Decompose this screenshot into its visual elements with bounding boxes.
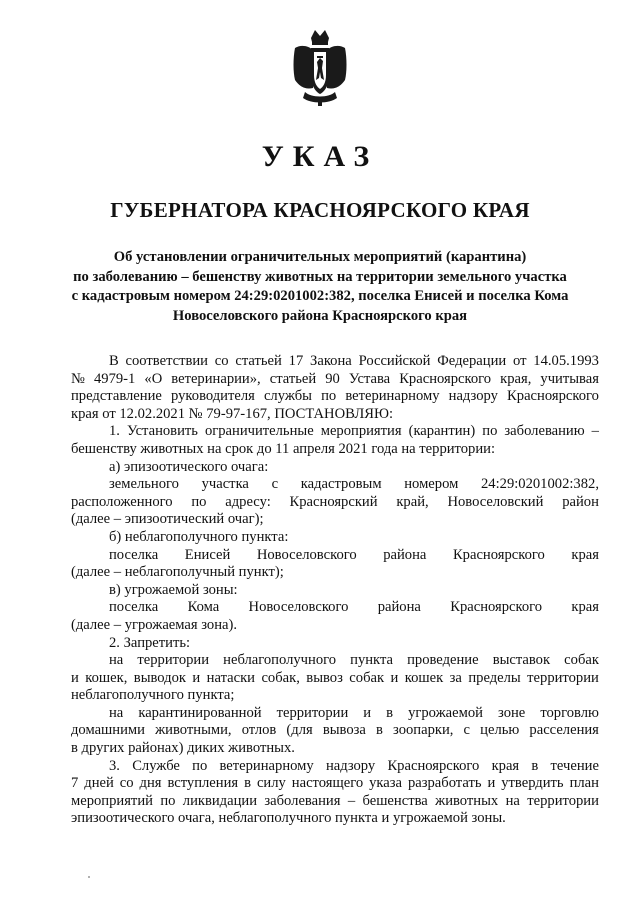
document-body (71, 353, 599, 828)
body-line: представление руководителя службы по ветеринарному надзору Красноярского (71, 388, 599, 405)
heading-line: Об установлении ограничительных мероприятий (карантина) (113, 249, 527, 265)
body-line: домашними животными, отлов (для вывоза в зоопарки, с целью расселения (71, 722, 599, 739)
body-line: поселка Кома Новоселовского района Красноярского края (109, 599, 599, 616)
body-line: № 4979-1 «О ветеринарии», статьей 90 Устава Красноярского края, учитывая (71, 370, 599, 387)
scan-speck (88, 876, 90, 878)
body-line: земельного участка с кадастровым номером 24:29:0201002:382, (109, 476, 599, 493)
body-line: (далее – неблагополучный пункт); (71, 564, 284, 581)
body-line: расположенного по адресу: Красноярский край, Новоселовский район (71, 493, 599, 510)
body-line: неблагополучного пункта; (71, 687, 235, 704)
body-line: 7 дней со дня вступления в силу настоящего указа разработать и утвердить план (71, 775, 599, 792)
body-line: на территории неблагополучного пункта проведение выставок собак (109, 652, 599, 669)
body-line: (далее – угрожаемая зона). (71, 616, 238, 633)
body-line: в) угрожаемой зоны: (109, 581, 238, 598)
heading-line: по заболеванию – бешенству животных на территории земельного участка (73, 268, 567, 285)
body-line: а) эпизоотического очага: (109, 458, 269, 475)
body-line: б) неблагополучного пункта: (109, 528, 289, 545)
body-line: на карантинированной территории и в угрожаемой зоне торговлю (109, 704, 599, 721)
document-heading (56, 248, 584, 326)
body-line: эпизоотического очага, неблагополучного пункта и угрожаемой зоны. (71, 810, 506, 827)
body-line: мероприятий по ликвидации заболевания – бешенства животных на территории (71, 792, 599, 809)
document-subtitle: ГУБЕРНАТОРА КРАСНОЯРСКОГО КРАЯ (110, 198, 530, 222)
coat-of-arms-icon (291, 28, 349, 108)
body-line: в других районах) диких животных. (71, 740, 295, 757)
heading-line: Новоселовского района Красноярского края (172, 307, 468, 324)
body-line: 2. Запретить: (109, 634, 191, 651)
body-line: 1. Установить ограничительные мероприятия (карантин) по заболеванию – (109, 423, 599, 440)
body-line: и кошек, выводок и натаски собак, вывоз собак и кошек за пределы территории (71, 669, 599, 686)
document-title: УКАЗ (261, 140, 379, 173)
body-line: поселка Енисей Новоселовского района Красноярского края (109, 546, 599, 563)
body-line: бешенству животных на срок до 11 апреля 2021 года на территории: (71, 440, 496, 457)
heading-line: с кадастровым номером 24:29:0201002:382, поселка Енисей и поселка Кома (71, 288, 569, 304)
body-line: края от 12.02.2021 № 79-97-167, ПОСТАНОВЛЯЮ: (71, 405, 394, 422)
body-line: В соответствии со статьей 17 Закона Российской Федерации от 14.05.1993 (109, 353, 599, 369)
body-line: (далее – эпизоотический очаг); (71, 511, 264, 528)
body-line: 3. Службе по ветеринарному надзору Красноярского края в течение (109, 757, 599, 774)
